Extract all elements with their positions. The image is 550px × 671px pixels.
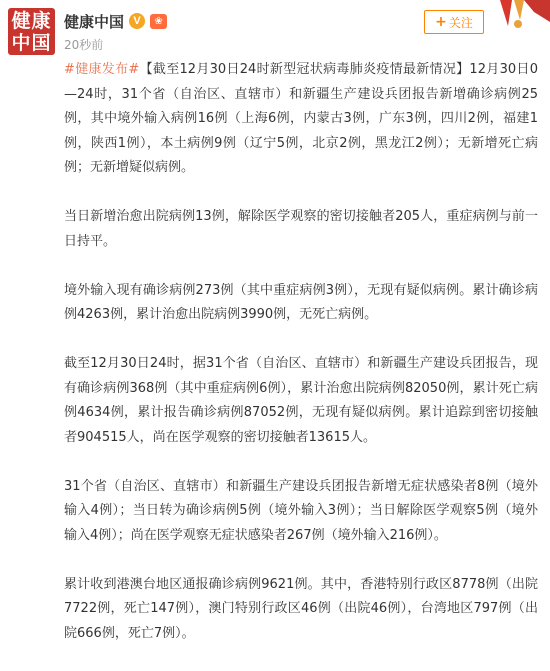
post-paragraph-5: 31个省（自治区、直辖市）和新疆生产建设兵团报告新增无症状感染者8例（境外输入4例）；当日转为确诊病例5例（境外输入3例）；当日解除医学观察5例（境外输入4例）；尚在医学观察无症状感染者267例（境外输入216例）。 xyxy=(64,478,538,543)
paragraph-1-text: 【截至12月30日24时新型冠状病毒肺炎疫情最新情况】12月30日0—24时，31个省（自治区、直辖市）和新疆生产建设兵团报告新增确诊病例25例，其中境外输入病例16例（上海6例，内蒙古3例，广东3例，四川2例，福建1例，陕西1例），本土病例9例（辽宁5例，北京2例，黑龙江2例）；无新增死亡病例；无新增疑似病例。 xyxy=(64,62,538,175)
post-paragraph-4: 截至12月30日24时，据31个省（自治区、直辖市）和新疆生产建设兵团报告，现有确诊病例368例（其中重症病例6例），累计治愈出院病例82050例，累计死亡病例4634例，累计报告确诊病例87052例，无现有疑似病例。累计追踪到密切接触者904515人，尚在医学观察的密切接触者13615人。 xyxy=(64,356,538,445)
avatar[interactable] xyxy=(8,8,55,55)
user-name[interactable]: 健康中国 xyxy=(64,12,125,31)
post-time[interactable]: 20秒前 xyxy=(64,38,104,52)
follow-button[interactable] xyxy=(424,10,484,34)
vip-icon: ❀ xyxy=(150,14,167,29)
festive-ribbon-icon xyxy=(494,0,550,36)
post-content xyxy=(64,58,538,671)
verified-icon: V xyxy=(129,13,145,29)
post-paragraph-3: 境外输入现有确诊病例273例（其中重症病例3例），无现有疑似病例。累计确诊病例4263例，累计治愈出院病例3990例，无死亡病例。 xyxy=(64,282,538,322)
name-row xyxy=(64,10,167,32)
hashtag-link[interactable]: #健康发布# xyxy=(64,62,140,77)
avatar-text-line1: 健康 xyxy=(11,9,52,32)
avatar-text-line2: 中国 xyxy=(11,31,52,54)
post-paragraph-2: 当日新增治愈出院病例13例，解除医学观察的密切接触者205人，重症病例与前一日持平。 xyxy=(64,209,538,249)
follow-label: 关注 xyxy=(448,15,473,30)
post-header xyxy=(0,0,550,60)
post-paragraph-1 xyxy=(64,58,538,181)
plus-icon: + xyxy=(435,14,447,30)
post-paragraph-6: 累计收到港澳台地区通报确诊病例9621例。其中，香港特别行政区8778例（出院7722例，死亡147例），澳门特别行政区46例（出院46例），台湾地区797例（出院666例，死亡7例）。 xyxy=(64,576,538,641)
